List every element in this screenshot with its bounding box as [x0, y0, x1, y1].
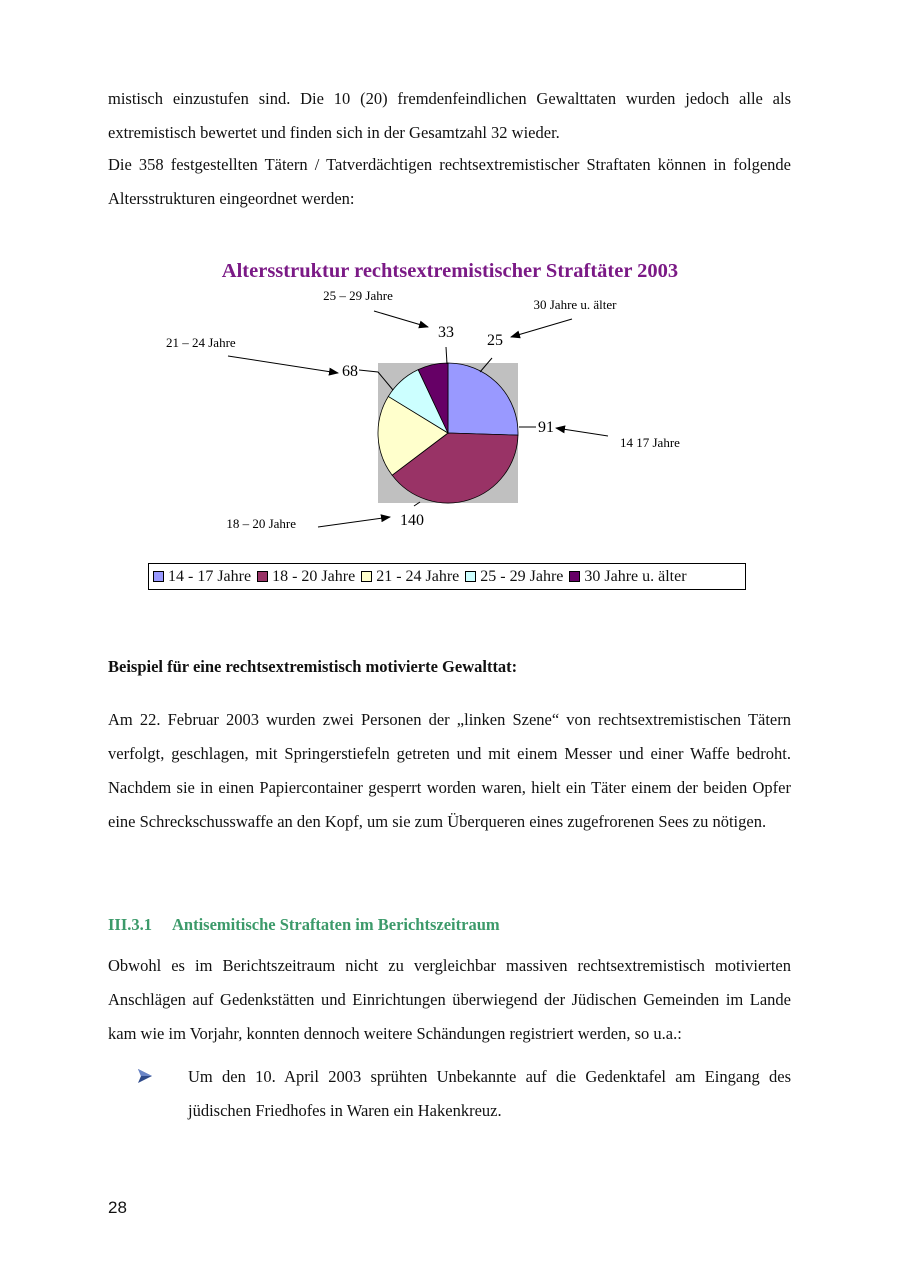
slice-value-label: 91: [538, 419, 554, 436]
example-heading: Beispiel für eine rechtsextremistisch motivierte Gewalttat:: [108, 657, 518, 676]
legend-label: 30 Jahre u. älter: [584, 567, 687, 585]
callout-arrow: [511, 319, 572, 337]
intro-paragraph-1: mistisch einzustufen sind. Die 10 (20) fremdenfeindlichen Gewalttaten wurden jedoch alle als extremistisch bewertet und finden sich in der Gesamtzahl 32 wieder.: [108, 89, 791, 142]
age-structure-pie-chart: [0, 240, 900, 560]
page-number: 28: [108, 1198, 127, 1217]
slice-callout-label: 21 – 24 Jahre: [166, 335, 236, 350]
slice-callout-label: 25 – 29 Jahre: [323, 288, 393, 303]
section-title: Antisemitische Straftaten im Berichtszeitraum: [172, 915, 500, 934]
slice-callout-label: 18 – 20 Jahre: [226, 516, 296, 531]
chart-title: Altersstruktur rechtsextremistischer Straftäter 2003: [221, 260, 679, 282]
slice-callout-label: 14 17 Jahre: [620, 435, 680, 450]
example-paragraph: Am 22. Februar 2003 wurden zwei Personen der „linken Szene“ von rechtsextremistischen Tätern verfolgt, geschlagen, mit Springerstiefeln getreten und mit einem Messer und einer Waffe bedroht. Nachdem sie in einen Papiercontainer gesperrt worden waren, hielt ein Täter einem der beiden Opfer eine Schreckschusswaffe an den Kopf, um sie zum Überqueren eines zugefrorenen Sees zu nötigen.: [108, 710, 791, 831]
legend-item: [257, 568, 355, 586]
legend-item: [361, 568, 459, 586]
section-heading: [108, 910, 500, 940]
legend-item: [153, 568, 251, 586]
legend-swatch: [257, 571, 268, 582]
slice-value-label: 68: [342, 363, 358, 380]
callout-arrow: [556, 428, 608, 436]
slice-value-label: 33: [438, 324, 454, 341]
legend-label: 21 - 24 Jahre: [376, 567, 460, 585]
legend-swatch: [361, 571, 372, 582]
callout-arrow: [228, 356, 338, 373]
intro-paragraph-2: Die 358 festgestellten Tätern / Tatverdächtigen rechtsextremistischer Straftaten können in folgende Altersstrukturen eingeordnet werden:: [108, 155, 791, 208]
legend-label: 14 - 17 Jahre: [168, 567, 252, 585]
section-paragraph: Obwohl es im Berichtszeitraum nicht zu vergleichbar massiven rechtsextremistisch motivierten Anschlägen auf Gedenkstätten und Einrichtungen überwiegend der Jüdischen Gemeinden im Lande kam wie im Vorjahr, konnten dennoch weitere Schändungen registriert werden, so u.a.:: [108, 956, 791, 1043]
slice-value-label: 25: [487, 332, 503, 349]
legend-swatch: [465, 571, 476, 582]
chart-legend: [148, 563, 746, 590]
legend-swatch: [153, 571, 164, 582]
legend-label: 18 - 20 Jahre: [272, 567, 356, 585]
value-leader-line: [446, 347, 447, 364]
bullet-item: Um den 10. April 2003 sprühten Unbekannte auf die Gedenktafel am Eingang des jüdischen Friedhofes in Waren ein Hakenkreuz.: [188, 1067, 791, 1120]
section-number: III.3.1: [108, 915, 153, 934]
callout-arrow: [374, 311, 428, 327]
legend-item: [569, 568, 686, 586]
legend-item: [465, 568, 563, 586]
legend-label: 25 - 29 Jahre: [480, 567, 564, 585]
triangle-bullet-icon: [137, 1068, 153, 1084]
slice-value-label: 140: [400, 512, 424, 529]
callout-arrow: [318, 517, 390, 527]
slice-callout-label: 30 Jahre u. älter: [533, 297, 617, 312]
legend-swatch: [569, 571, 580, 582]
